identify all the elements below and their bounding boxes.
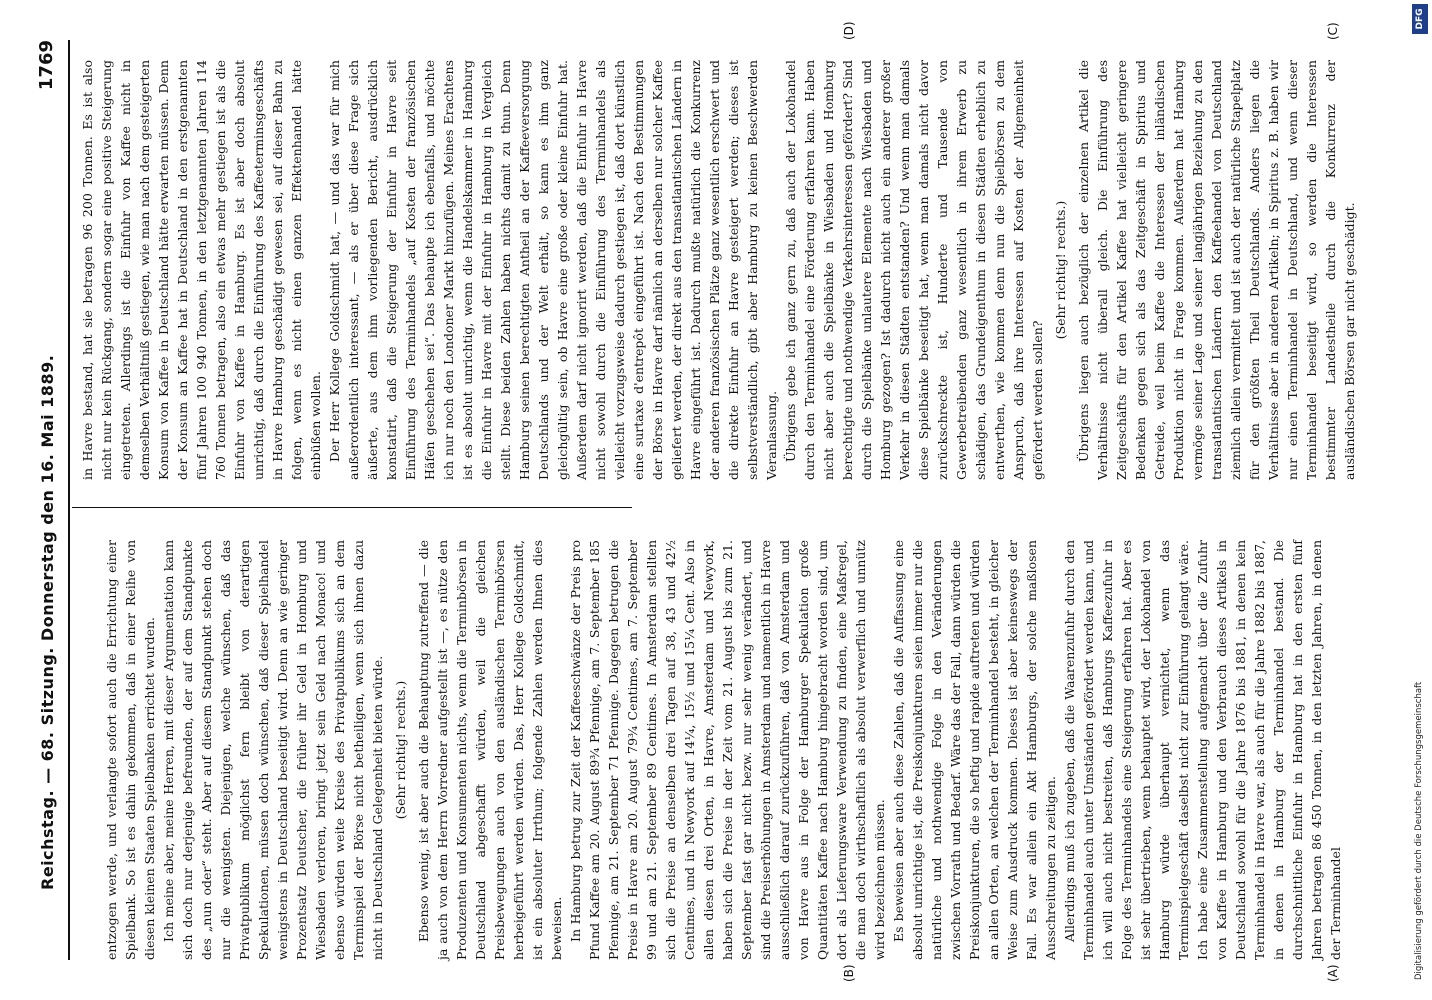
digitization-credit-text: Digitalisierung gefördert durch die Deutsche Forschungsgemeinschaft: [1414, 681, 1424, 980]
left-column: [102, 540, 1345, 960]
paragraph: entzogen werde, und verlangte sofort auch die Errichtung einer Spielbank. So ist es dahin gekommen, daß in einer Reihe von diesen kleinen Staaten Spielbanken errichtet wurden.: [104, 540, 157, 960]
paragraph: in Havre bestand, hat sie betragen 96 200 Tonnen. Es ist also nicht nur kein Rückgang, sondern sogar eine positive Steigerung eingetreten. Allerdings ist die Einfuhr von Kaffee nicht in demselben Verhältniß gestiegen, wie man nach dem gesteigerten Konsum von Kaffee in Deutschland hätte erwarten müssen. Denn der Konsum an Kaffee hat in Deutschland in den erstgenannten fünf Jahren 100 940 Tonnen, in den letztgenannten Jahren 114 760 Tonnen betragen, also ein etwas mehr gestiegen ist als die Einfuhr von Kaffee in Hamburg. Es ist aber doch absolut unrichtig, daß durch die Einführung des Kaffeeterminsgeschäfts in Havre Hamburg geschädigt gewesen sei, auf dieser Bahn zu folgen, wenn es nicht einen ganzen Effektenhandel hätte einbüßen wollen.: [80, 60, 323, 480]
page-header: [28, 40, 70, 960]
margin-marker-b: (B): [842, 964, 856, 982]
paragraph: Übrigens liegen auch bezüglich der einzelnen Artikel die Verhältnisse nicht überall gleich. Die Einführung des Zeitgeschäfts für den Artikel Kaffee hat vielleicht geringere Bedenken gegen sich als das Zeitgeschäft in Spiritus und Getreide, weil beim Kaffee die Interessen der inländischen Produktion nicht in Frage kommen. Außerdem hat Hamburg vermöge seiner Lage und seiner langjährigen Beziehung zu den transatlantischen Ländern den Kaffeehandel von Deutschland ziemlich allein vermittelt und ist auch der natürliche Stapelplatz für den größten Theil Deutschlands. Anders liegen die Verhältnisse aber in anderen Artikeln; in Spiritus z. B. haben wir nur einen Terminhandel in Deutschland, und wenn dieser Terminhandel beseitigt wird, so werden die Interessen bestimmter Landestheile durch die Konkurrenz der ausländischen Börsen gar nicht geschädigt.: [1076, 60, 1357, 480]
page-number: 1769: [36, 40, 57, 91]
paragraph: Es beweisen aber auch diese Zahlen, daß die Auffassung eine absolut unrichtige ist, die Preiskonjunkturen seien immer nur die natürliche und nothwendige Folge in den Veränderungen zwischen Vorrath und Bedarf. Wäre das der Fall, dann würden die Preiskonjunkturen, die so heftig und rapide auftreten und würden an allen Orten, an welchen der Terminhandel besteht, in gleicher Weise zum Ausdruck kommen. Dieses ist aber keineswegs der Fall. Es war allein ein Akt Hamburgs, der solche maßlosen Ausschreitungen zu zeitigen.: [891, 540, 1058, 960]
margin-marker-d: (D): [842, 21, 856, 40]
paragraph: Allerdings muß ich zugeben, daß die Waarenzufuhr durch den Terminhandel auch unter Umständen gefördert werden kann, und ich will auch nicht bestreiten, daß Hamburgs Kaffeezufuhr in Folge des Terminhandels eine Steigerung erfahren hat. Aber es ist sehr übertrieben, wenn behauptet wird, der Lokohandel von Hamburg würde überhaupt vernichtet, wenn das Terminspielgeschäft daselbst nicht zur Einführung gelangt wäre. Ich habe eine Zusammenstellung aufgemacht über die Zufuhr von Kaffee in Hamburg und den Verbrauch dieses Artikels in Deutschland sowohl für die Jahre 1876 bis 1881, in denen kein Terminhandel in Havre war, als auch für die Jahre 1882 bis 1887, in denen in Hamburg der Terminhandel bestand. Die durchschnittliche Einfuhr in Hamburg hat in den ersten fünf Jahren betragen 86 450 Tonnen, in den letzten Jahren, in denen der Terminhandel: [1062, 540, 1343, 960]
margin-marker-a: (A): [1326, 964, 1340, 982]
paragraph: Ich meine aber, meine Herren, mit dieser Argumentation kann sich doch nur derjenige befreunden, der auf dem Standpunkte des „nun oder“ steht. Aber auf diesem Standpunkt stehen doch nur die wenigsten. Diejenigen, welche wünschen, daß das Privatpublikum möglichst fern bleibt von derartigen Spekulationen, müssen doch wünschen, daß dieser Spielhandel wenigstens in Deutschland beseitigt wird. Denn an wie geringer Prozentsatz Deutscher, die früher ihr Geld in Homburg und Wiesbaden verloren, bringt jetzt sein Geld nach Monaco! und ebenso würden weite Kreise des Privatpublikums sich an dem Terminspiel der Börse nicht betheiligen, wenn sich ihnen dazu nicht in Deutschland Gelegenheit bieten würde.: [161, 540, 385, 960]
digitization-credit: [1410, 20, 1428, 990]
dfg-logo-text: DFG: [1415, 8, 1425, 30]
paragraph: Übrigens gebe ich ganz gern zu, daß auch der Lokohandel durch den Terminhandel eine Förderung erfahren kann. Haben nicht aber auch die Spielbänke in Wiesbaden und Homburg berechtigte und nothwendige Verkehrsinteressen gefördert? Sind durch die Spielbänke unlautere Elemente nach Wiesbaden und Homburg gezogen? Ist dadurch nicht auch ein anderer großer Verkehr in diesen Städten entstanden? Und wenn man damals diese Spielbänke beseitigt hat, wenn man damals nicht davor zurückschreckte ist, Hunderte und Tausende von Gewerbetreibenden ganz wesentlich in ihrem Erwerb zu schädigen, das Grundeigenthum in diesen Städten erheblich zu entwerthen, wie kommen denn nun die Spielbörsen zu dem Anspruch, daß ihre Interessen auf Kosten der Allgemeinheit gefördert werden sollen?: [783, 60, 1045, 480]
interjection: (Sehr richtig! rechts.): [393, 680, 408, 820]
running-title: Reichstag. — 68. Sitzung. Donnerstag den 16. Mai 1889.: [38, 354, 57, 890]
column-divider: [72, 507, 632, 508]
paragraph: Der Herr Kollege Goldschmidt hat, — und das war für mich außerordentlich interessant, — als er über diese Frage sich äußerte, aus dem ihm vorliegenden Bericht, ausdrücklich konstatirt, daß die Steigerung der Einfuhr in Havre seit Einführung des Terminhandels „auf Kosten der französischen Häfen geschehen sei“. Das behaupte ich ebenfalls, und möchte ich nur noch den Londoner Markt hinzufügen. Meines Erachtens ist es absolut unrichtig, wenn die Handelskammer in Hamburg die Einfuhr in Havre mit der Einfuhr in Hamburg in Vergleich stellt. Diese beiden Zahlen haben nichts damit zu thun. Denn Hamburg seinen berechtigten Antheil an der Kaffeeversorgung Deutschlands und der Welt erhält, so kann es ihm ganz gleichgültig sein, ob Havre eine große oder kleine Einfuhr hat. Außerdem darf nicht ignorirt werden, daß die Einfuhr in Havre nicht sowohl durch die Einführung des Terminhandels als vielleicht vorzugsweise dadurch gestiegen ist, daß dort künstlich eine surtaxe d'entrepôt eingeführt ist. Nach den Bestimmungen der Börse in Havre darf nämlich an derselben nur solcher Kaffee geliefert werden, der direkt aus den transatlantischen Ländern in Havre eingeführt ist. Dadurch mußte natürlich die Konkurrenz der anderen französischen Plätze ganz wesentlich erschwert und die direkte Einfuhr an Havre gesteigert werden; dieses ist selbstverständlich, gibt aber Hamburg zu keinen Beschwerden Veranlassung.: [327, 60, 779, 480]
paragraph: Ebenso wenig, ist aber auch die Behauptung zutreffend — die ja auch von dem Herrn Vorredner aufgestellt ist —, es nütze den Produzenten und Konsumenten nichts, wenn die Terminbörsen in Deutschland abgeschafft würden, weil die gleichen Preisbewegungen auch von den ausländischen Terminbörsen herbeigeführt werden würden. Das, Herr Kollege Goldschmidt, ist ein absoluter Irrthum; folgende Zahlen werden Ihnen dies beweisen.: [416, 540, 564, 960]
margin-marker-c: (C): [1326, 22, 1340, 40]
right-column: [78, 60, 1359, 480]
paragraph: In Hamburg betrug zur Zeit der Kaffeeschwänze der Preis pro Pfund Kaffee am 20. August 89¾ Pfennige, am 7. September 185 Pfennige, am 21. September 71 Pfennige. Dagegen betrugen die Preise in Havre am 20. August 79¾ Centimes, am 7. September 99 und am 21. September 89 Centimes. In Amsterdam stellten sich die Preise an denselben drei Tagen auf 38, 43 und 42½ Centimes, und in Newyork auf 14¼, 15½ und 15¼ Cent. Also in allen diesen drei Orten, in Havre, Amsterdam und Newyork, haben sich die Preise in der Zeit vom 21. August bis zum 21. September fast gar nicht bezw. nur sehr wenig verändert, und sind die Preiserhöhungen in Amsterdam und namentlich in Havre ausschließlich darauf zurückzuführen, daß von Amsterdam und von Havre aus in Folge der Hamburger Spekulation große Quantitäten Kaffee nach Hamburg hingebracht worden sind, um dort als Lieferungsware Verwendung zu finden, eine Maßregel, die man doch wirthschaftlich als absolut verwerflich und unnütz wird bezeichnen müssen.: [568, 540, 887, 960]
interjection: (Sehr richtig! rechts.): [1053, 200, 1068, 340]
